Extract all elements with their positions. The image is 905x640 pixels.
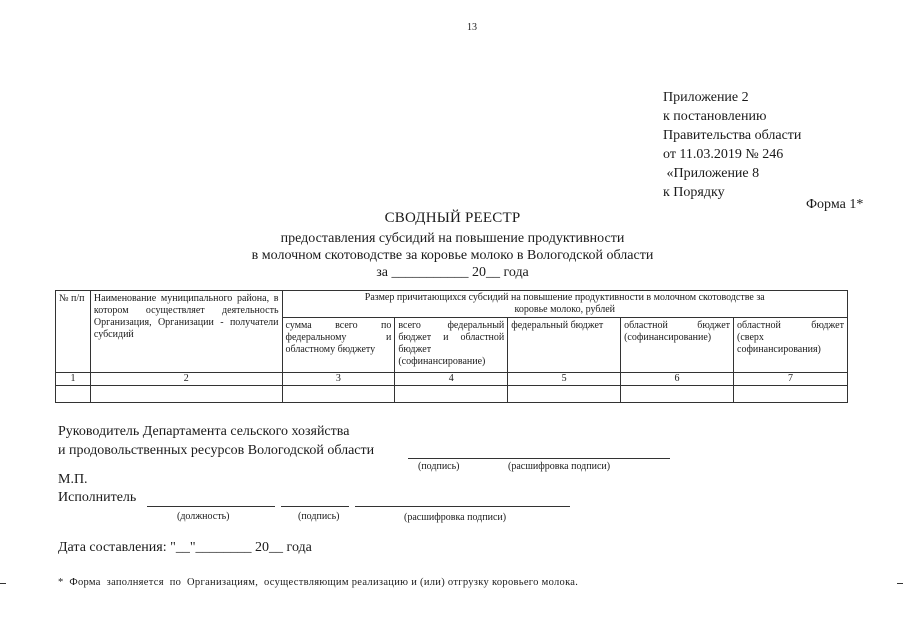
column-number: 4 <box>395 373 508 386</box>
sub-header-federal: федеральный бюджет <box>508 318 621 373</box>
compilation-date: Дата составления: "__"________ 20__ года <box>58 540 312 555</box>
appendix-line: «Приложение 8 <box>663 166 760 181</box>
seal-label: М.П. <box>58 472 88 487</box>
column-number: 1 <box>56 373 91 386</box>
column-number: 3 <box>282 373 395 386</box>
signature-caption: (подпись) <box>298 511 340 522</box>
signature-caption: (подпись) <box>418 461 460 472</box>
col-district-header: Наименование муниципального района, в котором осуществляет деятельность Организация, Организации - получатели субсидий <box>90 291 282 373</box>
footnote: * Форма заполняется по Организациям, осуществляющим реализацию и (или) отгрузку коровьего молока. <box>58 577 579 588</box>
document-title: СВОДНЫЙ РЕЕСТР <box>384 210 521 226</box>
column-number: 6 <box>621 373 734 386</box>
page-number: 13 <box>467 22 477 33</box>
subsidy-group-header: Размер причитающихся субсидий на повышение продуктивности в молочном скотоводстве за коровье молоко, рублей <box>282 291 847 318</box>
period-line: за ___________ 20__ года <box>376 265 529 280</box>
signature-line <box>281 494 349 507</box>
registry-table <box>55 290 848 403</box>
appendix-line: к постановлению <box>663 109 767 124</box>
sub-header-total: сумма всего по федеральному и областному бюджету <box>282 318 395 373</box>
appendix-note <box>663 88 801 202</box>
margin-mark <box>897 583 903 584</box>
sub-header-regional-extra: областной бюджет (сверх софинансирования) <box>734 318 848 373</box>
head-title-line2: и продовольственных ресурсов Вологодской области <box>58 443 375 458</box>
executor-label: Исполнитель <box>58 490 137 505</box>
head-signature-line <box>408 446 670 459</box>
decoding-caption: (расшифровка подписи) <box>404 512 507 523</box>
table-row <box>56 386 848 403</box>
decoding-line <box>355 494 570 507</box>
document-subtitle: в молочном скотоводстве за коровье молоко в Вологодской области <box>251 248 654 263</box>
appendix-line: от 11.03.2019 № 246 <box>663 147 784 162</box>
sub-header-regional-cofin: областной бюджет (софинансирование) <box>621 318 734 373</box>
head-title-line1: Руководитель Департамента сельского хозяйства <box>58 424 350 439</box>
col-number-header: № п/п <box>56 291 91 373</box>
appendix-line: Приложение 2 <box>663 90 749 105</box>
decoding-caption: (расшифровка подписи) <box>508 461 611 472</box>
sub-header-fed-reg: всего федеральный бюджет и областной бюджет (софинансирование) <box>395 318 508 373</box>
document-subtitle: предоставления субсидий на повышение продуктивности <box>280 231 625 246</box>
column-number: 7 <box>734 373 848 386</box>
form-label: Форма 1* <box>806 197 864 212</box>
column-number: 2 <box>90 373 282 386</box>
appendix-line: Правительства области <box>663 128 802 143</box>
position-caption: (должность) <box>177 511 230 522</box>
appendix-line: к Порядку <box>663 185 725 200</box>
margin-mark <box>0 583 6 584</box>
position-line <box>147 494 275 507</box>
column-number: 5 <box>508 373 621 386</box>
